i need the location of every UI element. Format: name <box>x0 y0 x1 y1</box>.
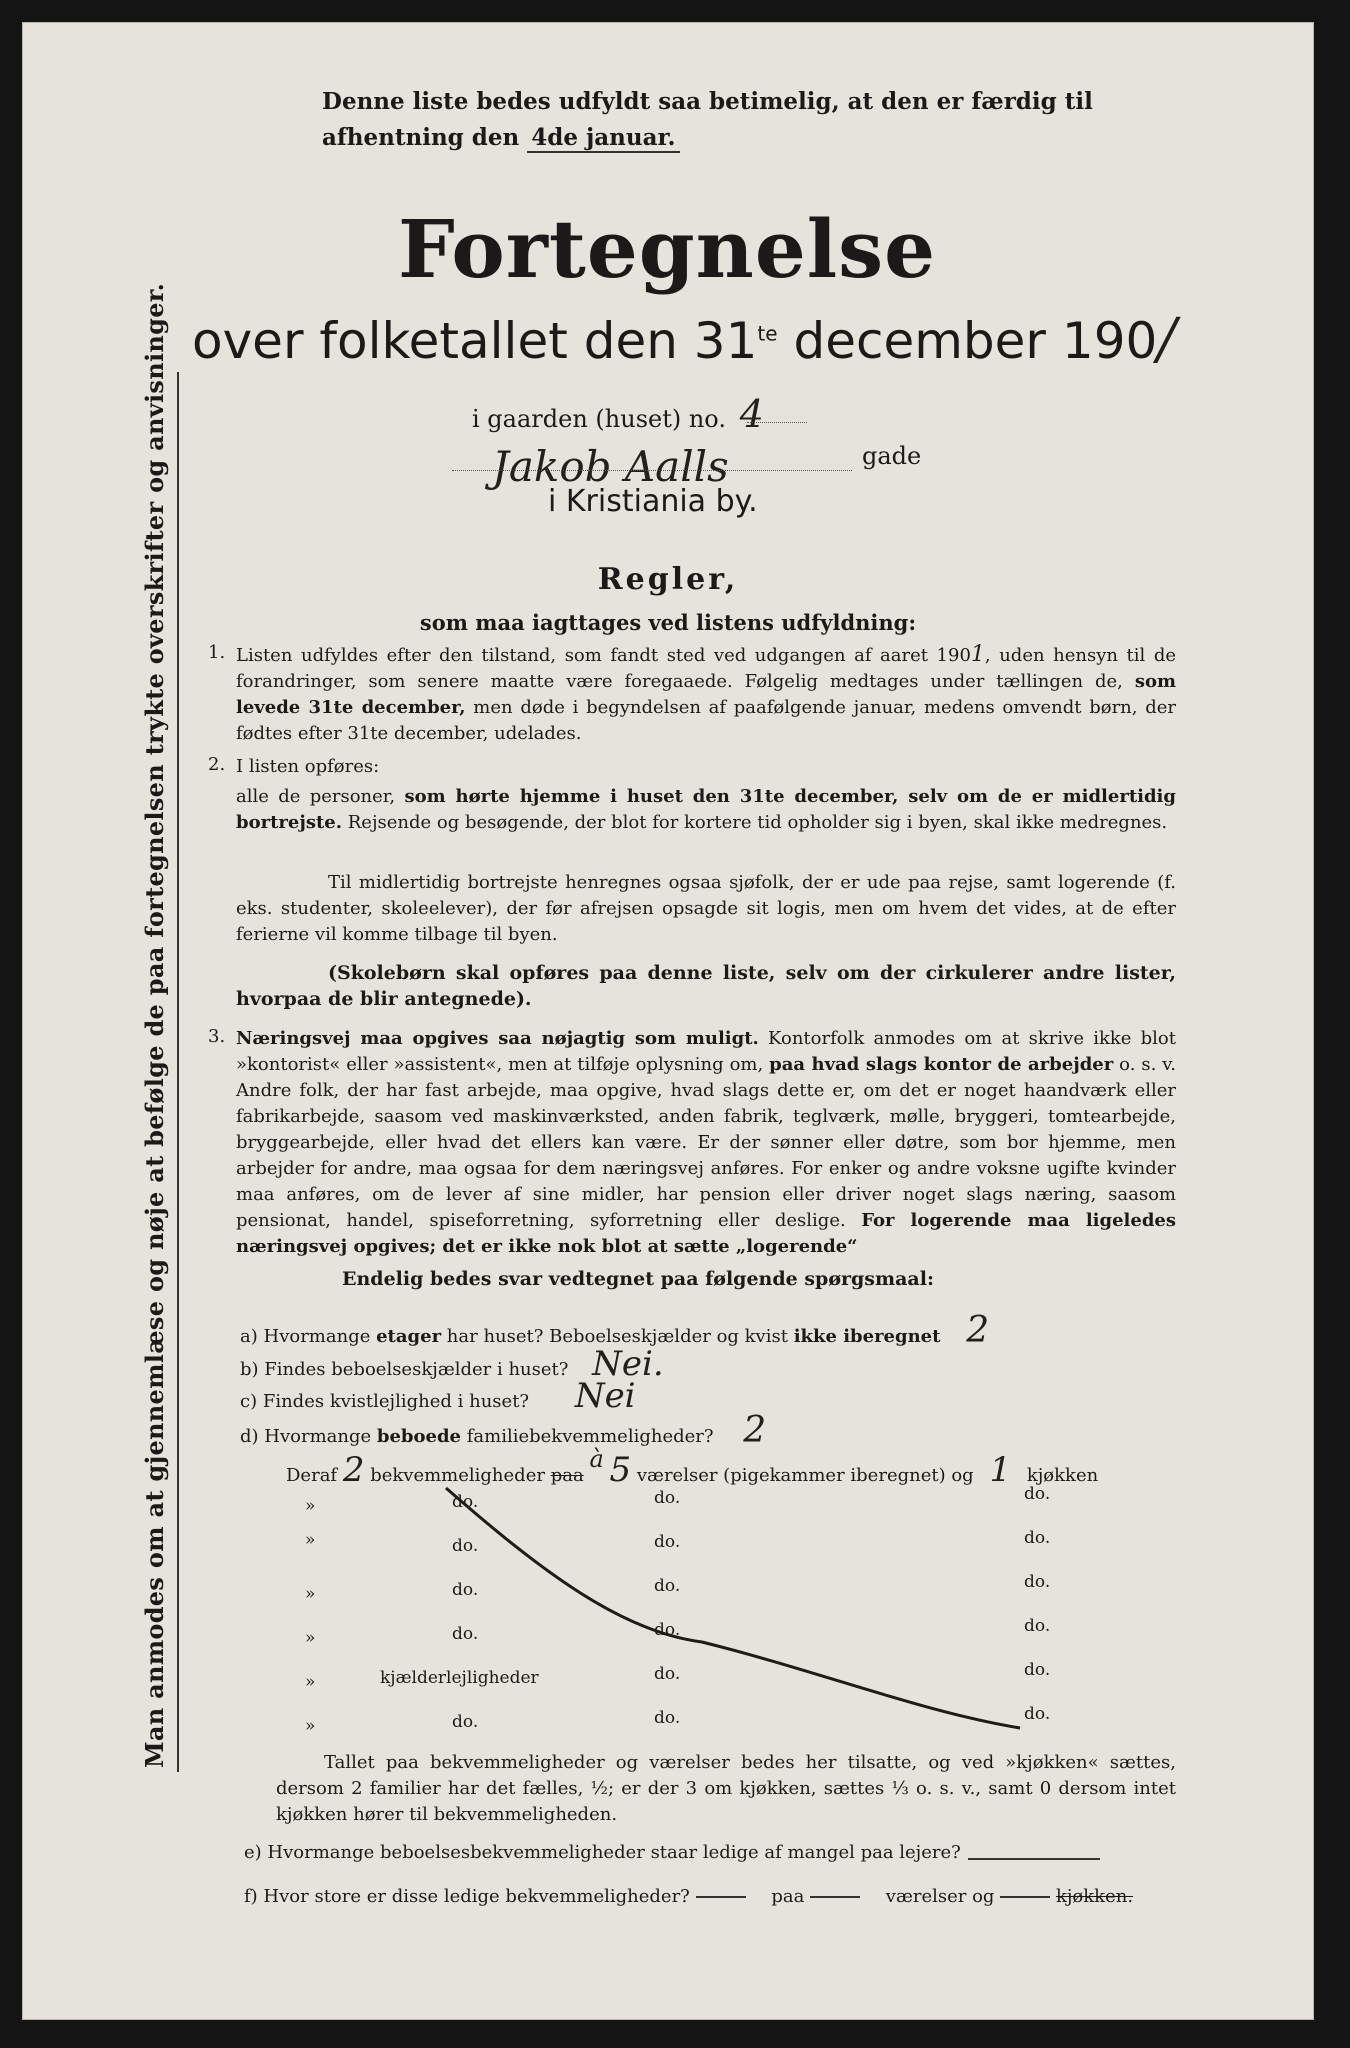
rule-2-number: 2. <box>208 754 226 775</box>
house-number-line: i gaarden (huset) no. 4 <box>472 392 764 436</box>
rule-2-paragraph-2: Til midlertidig bortrejste henregnes ogsaa sjøfolk, der er ude paa rejse, samt logerende (f. eks. studenter, skoleelever), der før afrejsen opsagde sit logis, men om hvem det vides, at de efter ferierne vil komme tilbage til byen. <box>236 872 1176 945</box>
answer-c-hand: Nei <box>574 1376 636 1416</box>
city-line: i Kristiania by. <box>548 484 758 519</box>
questions-heading: Endelig bedes svar vedtegnet paa følgende spørgsmaal: <box>342 1268 934 1290</box>
rules-heading: Regler, <box>597 562 739 597</box>
rule-1-text: Listen udfyldes efter den tilstand, som fandt sted ved udgangen af aaret 1901, uden hensyn til de forandringer, som senere maatte være foregaaede. Følgelig medtages under tællingen de, som levede 31te december, men døde i begyndelsen af paafølgende januar, medens omvendt børn, der fødtes efter 31te december, udelades. <box>236 642 1176 744</box>
deraf-kitchen-hand: 1 <box>989 1450 1012 1490</box>
rules-subheading: som maa iagttages ved listens udfyldning: <box>419 610 917 635</box>
notice-line-2: afhentning den <box>322 124 520 151</box>
rule-2-paragraph-3: (Skolebørn skal opføres paa denne liste, selv om der cirkulerer andre lister, hvorpaa de blir antegnede). <box>236 962 1176 1010</box>
question-d: d) Hvormange beboede familiebekvemmeligheder? 2 <box>240 1410 767 1451</box>
form-subtitle: over folketallet den $31^{te}$ december 190/ <box>192 307 1177 372</box>
rule-2-heading: I listen opføres: <box>236 756 380 777</box>
pickup-date: 4de januar. <box>527 124 679 153</box>
question-a: a) Hvormange etager har huset? Beboelseskjælder og kvist ikke iberegnet 2 <box>240 1310 990 1351</box>
form-title: Fortegnelse <box>397 202 937 296</box>
question-c: c) Findes kvistlejlighed i huset? Nei <box>240 1376 636 1416</box>
question-e: e) Hvormange beboelsesbekvemmeligheder staar ledige af mangel paa lejere? <box>244 1842 961 1863</box>
notice-line-1: Denne liste bedes udfyldt saa betimelig, at den er færdig til <box>322 88 1093 115</box>
house-number-hand: 4 <box>739 392 764 436</box>
answer-b-hand: Nei. <box>592 1344 664 1384</box>
strike-through-curve <box>22 22 1314 2020</box>
question-b: b) Findes beboelseskjælder i huset? Nei. <box>240 1344 664 1384</box>
deraf-row: Deraf 2 bekvemmeligheder paa à 5 værelser (pigekammer iberegnet) og 1 kjøkken <box>286 1445 1099 1490</box>
street-name-hand: Jakob Aalls <box>492 442 729 491</box>
rule-1-number: 1. <box>208 642 226 663</box>
answer-a-hand: 2 <box>966 1310 990 1351</box>
answer-d-hand: 2 <box>743 1410 767 1451</box>
cellar-apartments-label: kjælderlejligheder <box>380 1668 539 1688</box>
sidebar-instruction: Man anmodes om at gjennemlæse og nøje at befølge de paa fortegnelsen trykte overskrifter og anvisninger. <box>140 282 169 1768</box>
census-form-sheet: Denne liste bedes udfyldt saa betimelig, at den er færdig til afhentning den 4de januar. Fortegnelse over folketallet den $31^{te}$ december 190/ i gaarden (huset) no. 4 Jakob Aalls gade i Kristiania by. Man anmodes om at gjennemlæse og nøje at befølge de paa fortegnelsen trykte overskrifter og anvisninger. Regler, som maa iagttages ved listens udfyldning: 1. Listen udfyldes efter den tilstand, som fandt sted ved udgangen af aaret 1901, uden hensyn til de forandringer, som senere maatte være foregaaede. Følgelig medtages under tællingen de, som levede 31te december, men døde i begyndelsen af paafølgende januar, medens omvendt børn, der fødtes efter 31te december, udelades. 2. I listen opføres: alle de personer, som hørte hjemme i huset den 31te december, selv om de er midlertidig bortrejste. Rejsende og besøgende, der blot for kortere tid opholder sig i byen, skal ikke medregnes. Til midlertidig bortrejste henregnes ogsaa sjøfolk, der er ude paa rejse, samt logerende (f. eks. studenter, skoleelever), der før afrejsen opsagde sit logis, men om hvem det vides, at de efter ferierne vil komme tilbage til byen. (Skolebørn skal opføres paa denne liste, selv om der cirkulerer andre lister, hvorpaa de blir antegnede). 3. Næringsvej maa opgives saa nøjagtig som muligt. Kontorfolk anmodes om at skrive ikke blot »kontorist« eller »assistent«, men at tilføje oplysning om, paa hvad slags kontor de arbejder o. s. v. Andre folk, der har fast arbejde, maa opgive, hvad slags dette er, om det er noget haandværk eller fabrikarbejde, saasom ved maskinværksted, anden fabrik, teglværk, mølle, bryggeri, tomtearbejde, bryggearbejde, eller hvad det ellers kan være. Er der sønner eller døtre, som bor hjemme, men arbejder for andre, maa ogsaa for dem næringsvej anføres. For enker og andre voksne ugifte kvinder maa anføres, om de lever af sine midler, har pension eller driver noget slags næring, saasom pensionat, handel, spiseforretning, syforretning eller deslige. For logerende maa ligeledes næringsvej opgives; det er ikke nok blot at sætte „logerende“ Endelig bedes svar vedtegnet paa følgende spørgsmaal: a) Hvormange etager har huset? Beboelseskjælder og kvist ikke iberegnet 2 b) Findes beboelseskjælder i huset? Nei. c) Findes kvistlejlighed i huset? Nei d) Hvormange beboede familiebekvemmeligheder? 2 Deraf 2 bekvemmeligheder paa à 5 værelser (pigekammer iberegnet) og 1 kjøkken » do. do. do. » do. do. do. » do. do. do. » do. do. do. » kjælderlejligheder do. do. » do. do. do. Tallet paa bekvemmeligheder og værelser bedes her tilsatte, og ved »kjøkken« sættes, dersom 2 familier har det fælles, ½; er der 3 om kjøkken, sættes ⅓ o. s. v., samt 0 dersom intet kjøkken hører til bekvemmeligheden. e) Hvormange beboelsesbekvemmeligheder staar ledige af mangel paa lejere? f) Hvor store er disse ledige bekvemmeligheder? paa værelser og kjøkken. <box>22 22 1314 2020</box>
street-suffix: gade <box>862 442 922 470</box>
year-handwritten: / <box>1157 307 1177 372</box>
deraf-rooms-hand: 5 <box>609 1450 632 1490</box>
rule-2-text: alle de personer, som hørte hjemme i huset den 31te december, selv om de er midlertidig bortrejste. Rejsende og besøgende, der blot for kortere tid opholder sig i byen, skal ikke medregnes. <box>236 786 1176 833</box>
deraf-count-hand: 2 <box>342 1450 365 1490</box>
answer-e-dash <box>968 1858 1100 1860</box>
rule-3-text: Næringsvej maa opgives saa nøjagtig som muligt. Kontorfolk anmodes om at skrive ikke blot »kontorist« eller »assistent«, men at tilføje oplysning om, paa hvad slags kontor de arbejder o. s. v. Andre folk, der har fast arbejde, maa opgive, hvad slags dette er, om det er noget haandværk eller fabrikarbejde, saasom ved maskinværksted, anden fabrik, teglværk, mølle, bryggeri, tomtearbejde, bryggearbejde, eller hvad det ellers kan være. Er der sønner eller døtre, som bor hjemme, men arbejder for andre, maa ogsaa for dem næringsvej anføres. For enker og andre voksne ugifte kvinder maa anføres, om de lever af sine midler, har pension eller driver noget slags næring, saasom pensionat, handel, spiseforretning, syforretning eller deslige. For logerende maa ligeledes næringsvej opgives; det er ikke nok blot at sætte „logerende“ <box>236 1028 1177 1257</box>
rule-3-number: 3. <box>208 1026 226 1047</box>
count-note: Tallet paa bekvemmeligheder og værelser bedes her tilsatte, og ved »kjøkken« sættes, dersom 2 familier har det fælles, ½; er der 3 om kjøkken, sættes ⅓ o. s. v., samt 0 dersom intet kjøkken hører til bekvemmeligheden. <box>276 1752 1176 1825</box>
question-f: f) Hvor store er disse ledige bekvemmeligheder? paa værelser og kjøkken. <box>244 1886 1134 1907</box>
